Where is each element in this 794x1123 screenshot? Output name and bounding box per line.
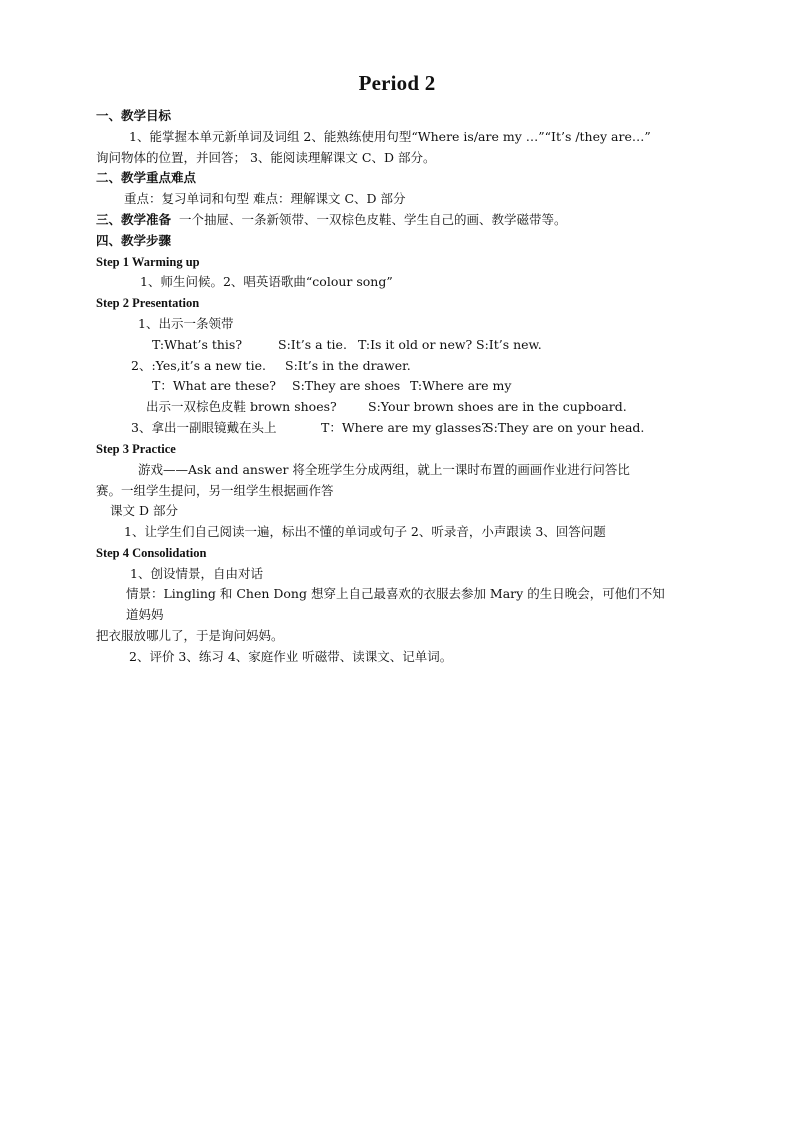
step4-line-5: 2、评价 3、练习 4、家庭作业 听磁带、读课文、记单词。 xyxy=(129,649,453,664)
preparation-line xyxy=(96,212,567,228)
step2-heading: Step 2 Presentation xyxy=(96,296,200,310)
objectives-line-2: 询问物体的位置，并回答； 3、能阅读理解课文 C、D 部分。 xyxy=(96,150,436,165)
dialogue-line: S:Your brown shoes are in the cupboard. xyxy=(368,399,627,414)
step4-line-1: 1、创设情景，自由对话 xyxy=(130,566,263,581)
step2-line-1: 1、出示一条领带 xyxy=(138,316,234,331)
dialogue-line: S:It’s new. xyxy=(476,337,542,352)
section-heading-steps: 四、教学步骤 xyxy=(96,233,172,248)
dialogue-line: S:It’s in the drawer. xyxy=(285,358,411,373)
section-heading-preparation: 三、教学准备 xyxy=(96,212,172,227)
preparation-content: 一个抽屉、一条新领带、一双棕色皮鞋、学生自己的画、教学磁带等。 xyxy=(179,212,567,227)
step3-line-3: 课文 D 部分 xyxy=(110,503,178,518)
step1-heading: Step 1 Warming up xyxy=(96,255,200,269)
objectives-line-1: 1、能掌握本单元新单词及词组 2、能熟练使用句型“Where is/are my …”“It’s /they are…” xyxy=(129,129,651,144)
dialogue-line: T:Is it old or new? xyxy=(358,337,473,352)
step1-line-1: 1、师生问候。2、唱英语歌曲“colour song” xyxy=(140,274,393,289)
dialogue-line: S:It’s a tie. xyxy=(278,337,347,352)
step3-line-1: 游戏——Ask and answer 将全班学生分成两组，就上一课时布置的画画作业进行问答比 xyxy=(138,462,630,477)
dialogue-line: S:They are shoes xyxy=(292,378,401,393)
step4-heading: Step 4 Consolidation xyxy=(96,546,207,560)
section-heading-key-points: 二、教学重点难点 xyxy=(96,170,197,185)
step3-line-2: 赛。一组学生提问，另一组学生根据画作答 xyxy=(96,483,334,498)
dialogue-line: S:They are on your head. xyxy=(485,420,645,435)
key-points-content: 重点：复习单词和句型 难点：理解课文 C、D 部分 xyxy=(124,191,406,206)
step4-line-2: 情景：Lingling 和 Chen Dong 想穿上自己最喜欢的衣服去参加 Mary 的生日晚会，可他们不知 xyxy=(126,586,665,601)
dialogue-line: 2、:Yes,it’s a new tie. xyxy=(131,358,266,373)
dialogue-line: T:Where are my xyxy=(410,378,512,393)
step4-line-3: 道妈妈 xyxy=(126,607,164,622)
section-heading-objectives: 一、教学目标 xyxy=(96,108,172,123)
dialogue-line: 出示一双棕色皮鞋 brown shoes? xyxy=(146,399,337,414)
dialogue-line: T:What’s this? xyxy=(152,337,243,352)
step3-line-4: 1、让学生们自己阅读一遍，标出不懂的单词或句子 2、听录音，小声跟读 3、回答问题 xyxy=(124,524,606,539)
dialogue-line: T：Where are my glasses? xyxy=(321,420,488,435)
page-title: Period 2 xyxy=(358,71,436,95)
dialogue-line: T：What are these? xyxy=(152,378,276,393)
step4-line-4: 把衣服放哪儿了，于是询问妈妈。 xyxy=(96,628,284,643)
step3-heading: Step 3 Practice xyxy=(96,442,176,456)
dialogue-line: 3、拿出一副眼镜戴在头上 xyxy=(131,420,277,435)
